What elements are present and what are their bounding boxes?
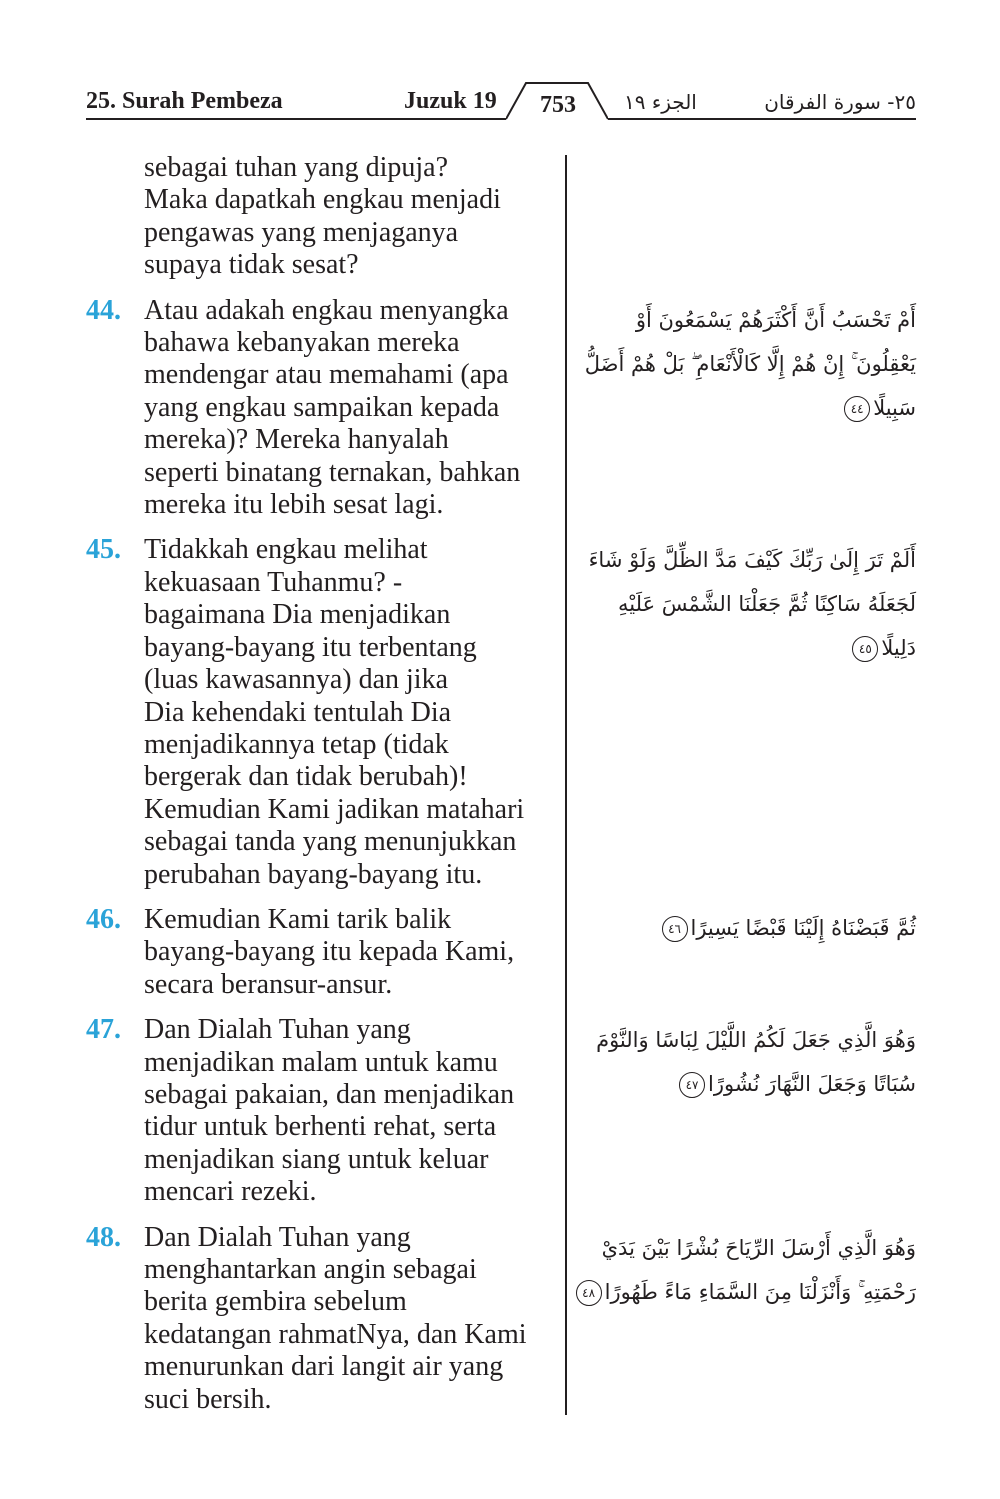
text-line: tidur untuk berhenti rehat, serta [144,1111,497,1143]
text-line: Dia kehendaki tentulah Dia [144,696,452,728]
header-rule-left [86,118,506,120]
text-line: Maka dapatkah engkau menjadi [144,184,501,216]
verse-44-arabic [584,298,916,430]
text-line: menjadikan siang untuk keluar [144,1143,489,1175]
text-line: bahawa kebanyakan mereka [144,327,460,359]
arabic-text: سُبَاتًا وَجَعَلَ النَّهَارَ نُشُورًا [708,1072,916,1096]
text-line: kekuasaan Tuhanmu? - [144,566,403,598]
header-rule-right [608,118,916,120]
text-line: mencari rezeki. [144,1176,317,1208]
text-line: Kemudian Kami tarik balik [144,903,452,935]
verse-number: 45. [86,534,121,566]
text-line: bayang-bayang itu terbentang [144,631,477,663]
ayah-end-marker: ٤٥ [852,636,878,662]
text-line: (luas kawasannya) dan jika [144,664,448,696]
arabic-line [596,1226,916,1270]
ayah-end-marker: ٤٦ [662,916,688,942]
text-line: Kemudian Kami jadikan matahari [144,793,525,825]
text-line: bayang-bayang itu kepada Kami, [144,936,515,968]
arabic-text: لَجَعَلَهُ سَاكِنًا ثُمَّ جَعَلْنَا الشَّمْسَ عَلَيْهِ [618,592,916,616]
text-line: berita gembira sebelum [144,1286,407,1318]
arabic-line [596,1018,916,1062]
arabic-line [596,626,916,670]
text-line: menghantarkan angin sebagai [144,1254,477,1285]
text-line: Dan Dialah Tuhan yang [144,1014,411,1046]
arabic-text: سَبِيلًا [873,396,916,420]
juzuk-label: Juzuk 19 [404,88,497,114]
surah-title-arabic: ٢٥- سورة الفرقان [764,90,916,114]
arabic-line [596,1062,916,1106]
ayah-end-marker: ٤٤ [844,396,870,422]
verse-number: 46. [86,903,121,935]
text-line: bagaimana Dia menjadikan [144,599,451,631]
arabic-text: ثُمَّ قَبَضْنَاهُ إِلَيْنَا قَبْضًا يَسِيرًا [690,916,916,940]
arabic-line [596,298,916,342]
text-line: Tidakkah engkau melihat [144,534,428,566]
text-line: sebagai tanda yang menunjukkan [144,826,517,858]
arabic-line [596,906,916,950]
verse-47-translation [86,1014,560,1208]
text-line: perubahan bayang-bayang itu. [144,858,483,890]
arabic-juz-label: الجزء ١٩ [624,90,697,114]
arabic-text: وَهُوَ الَّذِي أَرْسَلَ الرِّيَاحَ بُشْرًا بَيْنَ يَدَيْ [601,1236,916,1260]
surah-title-latin: 25. Surah Pembeza [86,88,283,114]
arabic-text: وَهُوَ الَّذِي جَعَلَ لَكُمُ اللَّيْلَ لِبَاسًا وَالنَّوْمَ [596,1028,916,1052]
ayah-end-marker: ٤٨ [576,1280,602,1306]
text-line: seperti binatang ternakan, bahkan [144,456,521,488]
text-line: sebagai pakaian, dan menjadikan [144,1078,515,1110]
verse-48-arabic [582,1226,916,1314]
text-line: mereka itu lebih sesat lagi. [144,489,444,521]
text-line: supaya tidak sesat? [144,249,359,281]
verse-45-arabic [588,538,916,670]
arabic-line [596,582,916,626]
verse-45-translation [86,534,560,890]
translation-column [86,152,560,1429]
text-line: menjadikannya tetap (tidak [144,728,449,760]
text-line: pengawas yang menjaganya [144,216,459,248]
verse-number: 48. [86,1221,121,1253]
arabic-text: أَلَمْ تَرَ إِلَىٰ رَبِّكَ كَيْفَ مَدَّ الظِّلَّ وَلَوْ شَاءَ [588,548,916,572]
verse-44-translation [86,295,560,522]
text-line: Atau adakah engkau menyangka [144,294,509,326]
text-line: kedatangan rahmatNya, dan Kami [144,1318,527,1350]
text-line: menurunkan dari langit air yang [144,1351,504,1383]
verse-46-translation [86,904,560,1001]
column-divider [565,155,567,1415]
verse-48-translation [86,1222,560,1416]
text-line: menjadikan malam untuk kamu [144,1046,498,1078]
text-line: suci bersih. [144,1383,272,1415]
arabic-line [596,386,916,430]
text-line: sebagai tuhan yang dipuja? [144,152,449,183]
verse-46-arabic [596,906,916,950]
text-line: secara beransur-ansur. [144,968,393,1000]
arabic-line [588,538,916,582]
continuation-paragraph [86,152,560,282]
text-line: mendengar atau memahami (apa [144,359,509,391]
verse-number: 47. [86,1014,121,1046]
text-line: yang engkau sampaikan kepada [144,391,500,423]
ayah-end-marker: ٤٧ [679,1072,705,1098]
page-number: 753 [540,92,576,118]
text-line: Dan Dialah Tuhan yang [144,1221,411,1253]
arabic-text: يَعْقِلُونَ ۚ إِنْ هُمْ إِلَّا كَالْأَنْعَامِ ۖ بَلْ هُمْ أَضَلُّ [584,352,916,376]
arabic-text: رَحْمَتِهِ ۚ وَأَنْزَلْنَا مِنَ السَّمَاءِ مَاءً طَهُورًا [604,1280,916,1304]
arabic-line [584,342,916,386]
arabic-text: دَلِيلًا [881,636,916,660]
page-header [86,78,916,124]
arabic-line [582,1270,916,1314]
verse-number: 44. [86,294,121,326]
arabic-text: أَمْ تَحْسَبُ أَنَّ أَكْثَرَهُمْ يَسْمَعُونَ أَوْ [635,308,916,332]
verse-47-arabic [596,1018,916,1106]
text-line: mereka)? Mereka hanyalah [144,424,449,456]
text-line: bergerak dan tidak berubah)! [144,761,468,793]
